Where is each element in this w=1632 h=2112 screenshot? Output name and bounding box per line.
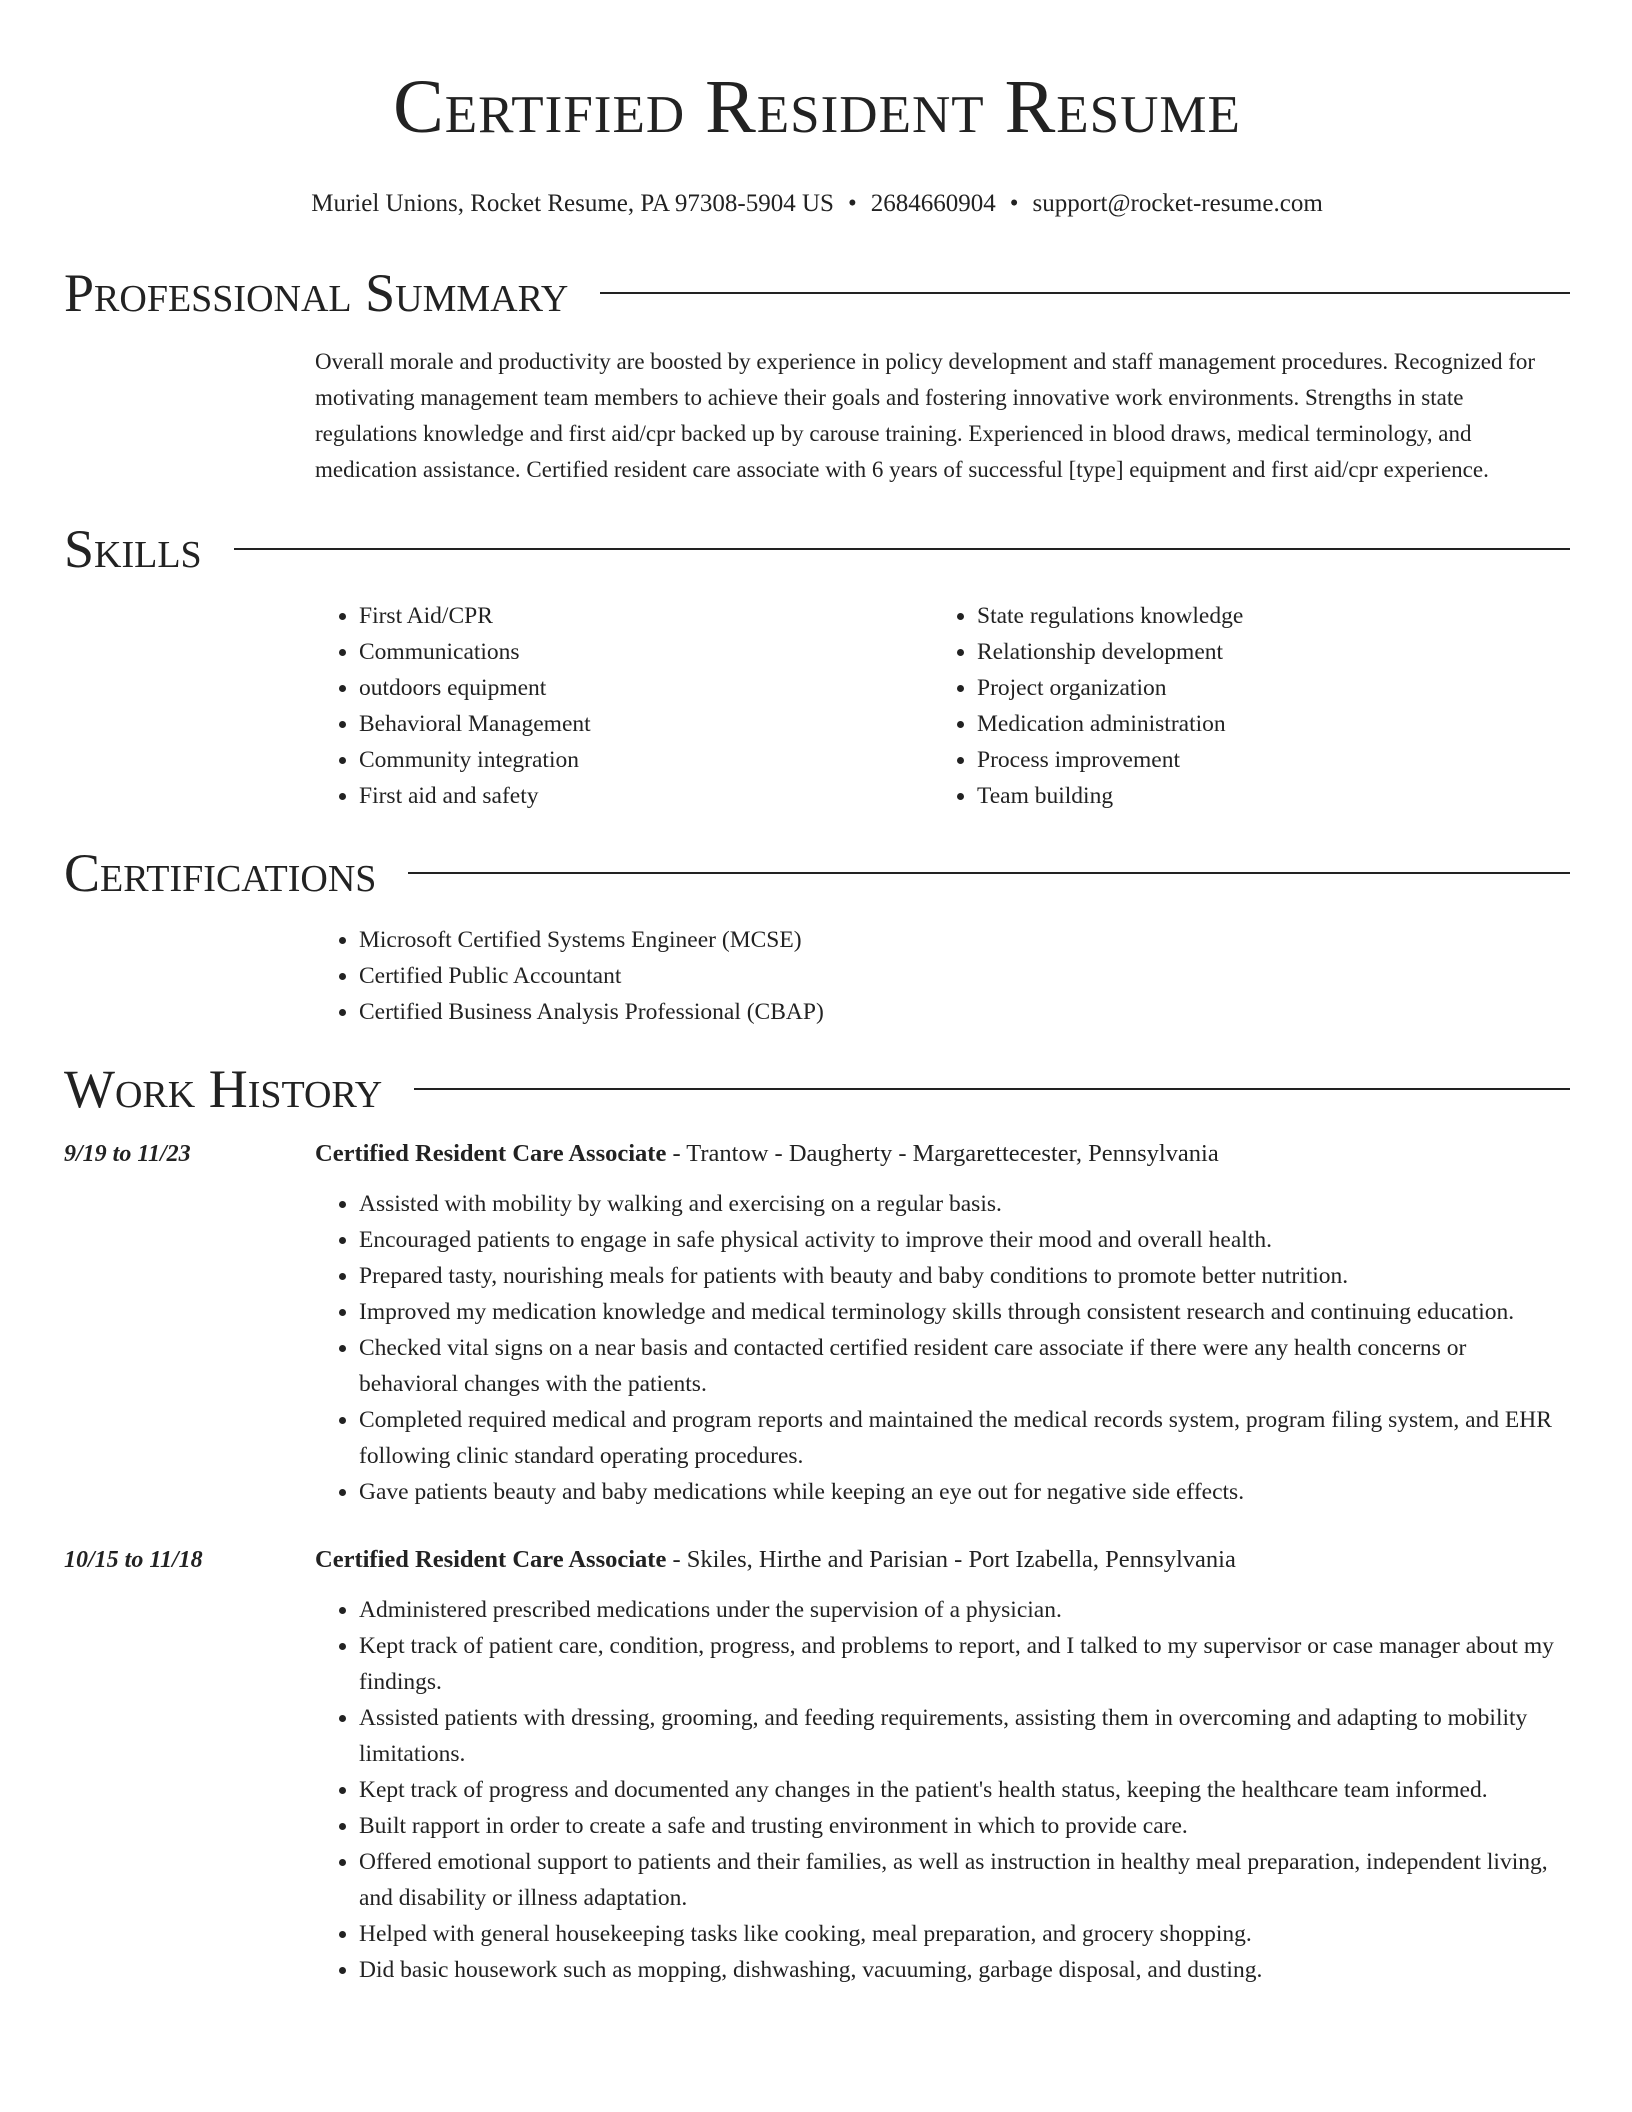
job-header	[315, 1136, 1570, 1172]
certification-item: • Microsoft Certified Systems Engineer (MCSE)	[359, 922, 1570, 958]
contact-separator: •	[1009, 190, 1019, 217]
job-bullet: • Kept track of patient care, condition, progress, and problems to report, and I talked to my supervisor or case manager about my findings.	[359, 1628, 1570, 1700]
job-bullet: • Administered prescribed medications under the supervision of a physician.	[359, 1592, 1570, 1628]
job-title: Certified Resident Care Associate	[315, 1546, 667, 1573]
job-dates: 10/15 to 11/18	[64, 1547, 203, 1573]
summary-section-header	[64, 262, 1570, 324]
job-bullet: • Assisted patients with dressing, grooming, and feeding requirements, assisting them in overcoming and adapting to mobility limitations.	[359, 1700, 1570, 1772]
job-entry	[64, 1136, 1570, 1510]
work-history-heading: Work History	[64, 1059, 383, 1119]
skill-item: • First aid and safety	[359, 778, 933, 814]
skill-item: • Communications	[359, 634, 933, 670]
contact-line	[64, 188, 1570, 220]
skill-item: • First Aid/CPR	[359, 598, 933, 634]
job-bullet: • Helped with general housekeeping tasks like cooking, meal preparation, and grocery shopping.	[359, 1916, 1570, 1952]
section-divider	[600, 292, 1570, 294]
summary-content	[315, 344, 1570, 488]
skills-column-left	[315, 598, 933, 814]
certification-item: • Certified Public Accountant	[359, 958, 1570, 994]
skills-column-right	[933, 598, 1551, 814]
job-bullet: • Improved my medication knowledge and medical terminology skills through consistent research and continuing education.	[359, 1294, 1570, 1330]
certification-item: • Certified Business Analysis Professional (CBAP)	[359, 994, 1570, 1030]
job-bullet: • Checked vital signs on a near basis and contacted certified resident care associate if there were any health concerns or behavioral changes with the patients.	[359, 1330, 1570, 1402]
job-bullet: • Assisted with mobility by walking and exercising on a regular basis.	[359, 1186, 1570, 1222]
job-bullet: • Did basic housework such as mopping, dishwashing, vacuuming, garbage disposal, and dusting.	[359, 1952, 1570, 1988]
certifications-list	[315, 922, 1570, 1030]
contact-phone: 2684660904	[870, 190, 996, 217]
section-divider	[414, 1088, 1570, 1090]
job-bullet: • Encouraged patients to engage in safe physical activity to improve their mood and overall health.	[359, 1222, 1570, 1258]
job-entry	[64, 1542, 1570, 1988]
job-bullet: • Prepared tasty, nourishing meals for patients with beauty and baby conditions to promote better nutrition.	[359, 1258, 1570, 1294]
job-dates: 9/19 to 11/23	[64, 1141, 191, 1167]
work-history-section-header	[64, 1058, 1570, 1120]
skill-item: • State regulations knowledge	[977, 598, 1551, 634]
skill-item: • outdoors equipment	[359, 670, 933, 706]
job-title: Certified Resident Care Associate	[315, 1140, 667, 1167]
skill-item: • Team building	[977, 778, 1551, 814]
skill-item: • Behavioral Management	[359, 706, 933, 742]
resume-title: Certified Resident Resume	[393, 65, 1241, 149]
contact-email: support@rocket-resume.com	[1032, 190, 1323, 217]
skill-item: • Medication administration	[977, 706, 1551, 742]
skill-item: • Project organization	[977, 670, 1551, 706]
certifications-section-header	[64, 842, 1570, 904]
job-bullet: • Kept track of progress and documented any changes in the patient's health status, keeping the healthcare team informed.	[359, 1772, 1570, 1808]
contact-separator: •	[847, 190, 857, 217]
section-divider	[408, 872, 1570, 874]
skills-list	[315, 598, 1570, 814]
skill-item: • Process improvement	[977, 742, 1551, 778]
resume-page	[64, 0, 1570, 1988]
job-bullet: • Built rapport in order to create a safe and trusting environment in which to provide care.	[359, 1808, 1570, 1844]
job-company: - Skiles, Hirthe and Parisian - Port Izabella, Pennsylvania	[666, 1546, 1236, 1573]
job-body	[315, 1542, 1570, 1988]
skills-heading: Skills	[64, 519, 202, 579]
job-company: - Trantow - Daugherty - Margarettecester, Pennsylvania	[666, 1140, 1219, 1167]
skill-item: • Relationship development	[977, 634, 1551, 670]
contact-address: Muriel Unions, Rocket Resume, PA 97308-5904 US	[311, 190, 834, 217]
job-bullet: • Completed required medical and program reports and maintained the medical records system, program filing system, and EHR following clinic standard operating procedures.	[359, 1402, 1570, 1474]
job-body	[315, 1136, 1570, 1510]
summary-text: Overall morale and productivity are boosted by experience in policy development and staff management procedures. Recognized for motivating management team members to achieve their goals and fostering innovative work environments. Strengths in state regulations knowledge and first aid/cpr backed up by carouse training. Experienced in blood draws, medical terminology, and medication assistance. Certified resident care associate with 6 years of successful [type] equipment and first aid/cpr experience.	[315, 349, 1536, 482]
job-bullet: • Offered emotional support to patients and their families, as well as instruction in healthy meal preparation, independent living, and disability or illness adaptation.	[359, 1844, 1570, 1916]
job-bullet: • Gave patients beauty and baby medications while keeping an eye out for negative side effects.	[359, 1474, 1570, 1510]
certifications-heading: Certifications	[64, 843, 377, 903]
section-divider	[234, 548, 1570, 550]
skills-section-header	[64, 518, 1570, 580]
skill-item: • Community integration	[359, 742, 933, 778]
job-header	[315, 1542, 1570, 1578]
summary-heading: Professional Summary	[64, 263, 569, 323]
